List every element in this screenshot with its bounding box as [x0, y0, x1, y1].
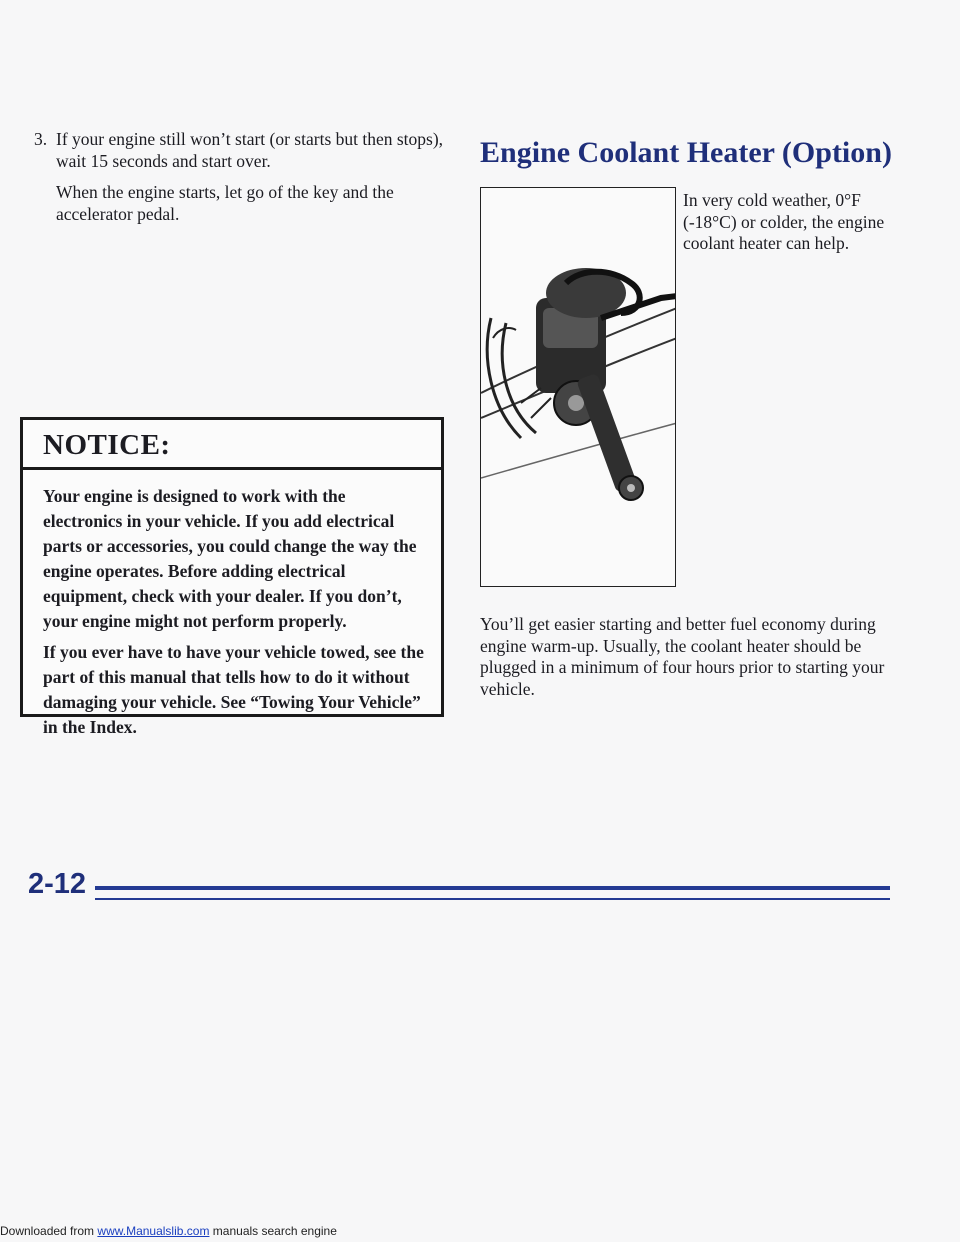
notice-body — [23, 470, 441, 740]
download-footer — [0, 1224, 337, 1238]
footer-rule-thick — [95, 886, 890, 890]
notice-heading: NOTICE: — [23, 420, 441, 470]
manualslib-link[interactable]: www.Manualslib.com — [97, 1224, 210, 1238]
step-3 — [34, 128, 450, 225]
footer-prefix: Downloaded from — [0, 1224, 95, 1238]
notice-paragraph-towing: If you ever have to have your vehicle towed, see the part of this manual that tells how to do it without damaging your vehicle. See “Towing Your Vehicle” in the Index. — [43, 642, 424, 737]
footer-rule-thin — [95, 898, 890, 900]
section-title: Engine Coolant Heater (Option) — [480, 136, 892, 169]
left-column — [34, 128, 450, 234]
step-3-followup: When the engine starts, let go of the key and the accelerator pedal. — [56, 182, 394, 224]
page-number: 2-12 — [28, 868, 87, 900]
step-number: 3. — [34, 129, 48, 149]
figure-caption: In very cold weather, 0°F (-18°C) or colder, the engine coolant heater can help. — [683, 190, 885, 253]
coolant-heater-paragraph: You’ll get easier starting and better fuel economy during engine warm-up. Usually, the coolant heater should be plugged in a minimum of four hours prior to starting your vehicle. — [480, 614, 885, 699]
notice-paragraph-electronics: Your engine is designed to work with the electronics in your vehicle. If you add electrical parts or accessories, you could change the way the engine operates. Before adding electrical equipment, check with your dealer. If you don’t, your engine might not perform properly. — [43, 486, 417, 631]
step-3-text: If your engine still won’t start (or starts but then stops), wait 15 seconds and start over. — [56, 129, 444, 171]
coolant-heater-illustration — [480, 187, 676, 587]
notice-box — [20, 417, 444, 737]
coolant-heater-drawing — [481, 188, 676, 587]
footer-suffix: manuals search engine — [212, 1224, 337, 1238]
